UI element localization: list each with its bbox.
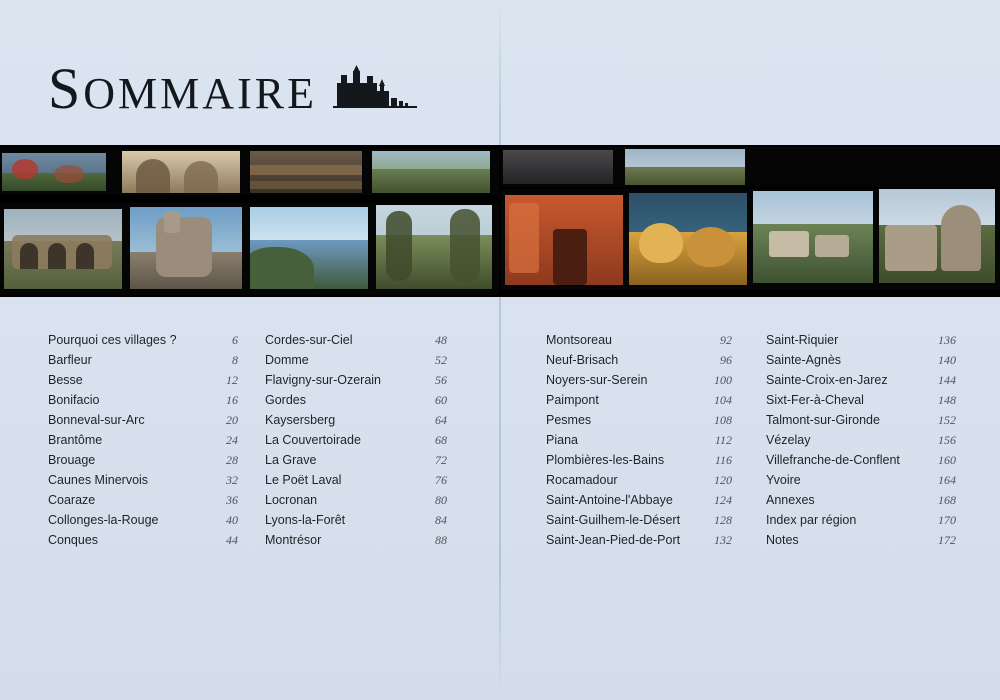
- toc-entry-page: 104: [714, 393, 732, 407]
- toc-entry-label: Flavigny-sur-Ozerain: [265, 373, 382, 387]
- toc-entry-page: 72: [435, 453, 447, 467]
- toc-entry-label: Talmont-sur-Gironde: [766, 413, 880, 427]
- toc-entry[interactable]: [48, 450, 238, 470]
- toc-entry-label: Gordes: [265, 393, 306, 407]
- photo-strip-right: [501, 145, 1000, 297]
- toc-entry-label: Saint-Riquier: [766, 333, 839, 347]
- toc-entry-label: La Couvertoirade: [265, 433, 361, 447]
- toc-entry[interactable]: [766, 330, 956, 350]
- toc-entry-label: Bonifacio: [48, 393, 100, 407]
- toc-entry-page: 84: [435, 513, 447, 527]
- toc-entry-page: 172: [938, 533, 956, 547]
- toc-entry[interactable]: [48, 370, 238, 390]
- toc-entry[interactable]: [766, 390, 956, 410]
- toc-entry-page: 132: [714, 533, 732, 547]
- toc-entry-label: Yvoire: [766, 473, 801, 487]
- toc-entry[interactable]: [265, 490, 447, 510]
- toc-entry-label: Neuf-Brisach: [546, 353, 619, 367]
- photo-timber-facade: [250, 151, 362, 193]
- toc-entry-label: Bonneval-sur-Arc: [48, 413, 145, 427]
- toc-entry-page: 92: [720, 333, 732, 347]
- toc-entry-page: 170: [938, 513, 956, 527]
- photo-stone-arcade: [122, 151, 240, 193]
- photo-coastal-cliff-sea: [250, 207, 368, 289]
- toc-entry-page: 52: [435, 353, 447, 367]
- toc-entry-page: 6: [232, 333, 238, 347]
- toc-entry-label: Piana: [546, 433, 578, 447]
- photo-dark-alley: [503, 150, 613, 184]
- toc-entry-page: 64: [435, 413, 447, 427]
- toc-entry[interactable]: [546, 510, 732, 530]
- toc-entry-page: 96: [720, 353, 732, 367]
- toc-entry[interactable]: [546, 450, 732, 470]
- toc-entry[interactable]: [48, 530, 238, 550]
- toc-entry-page: 44: [226, 533, 238, 547]
- toc-entry-page: 140: [938, 353, 956, 367]
- toc-entry[interactable]: [766, 350, 956, 370]
- toc-entry[interactable]: [48, 330, 238, 350]
- photo-stone-tower-house: [879, 189, 995, 283]
- toc-entry[interactable]: [48, 410, 238, 430]
- toc-entry-label: Vézelay: [766, 433, 811, 447]
- toc-entry-label: Domme: [265, 353, 309, 367]
- toc-entry-page: 124: [714, 493, 732, 507]
- toc-entry[interactable]: [766, 470, 956, 490]
- toc-entry[interactable]: [546, 330, 732, 350]
- toc-entry-page: 156: [938, 433, 956, 447]
- photo-country-lane-trees: [376, 205, 492, 289]
- photo-cloister-arcades: [4, 209, 122, 289]
- toc-entry-label: Saint-Antoine-l'Abbaye: [546, 493, 673, 507]
- toc-entry-label: Coaraze: [48, 493, 96, 507]
- toc-entry[interactable]: [766, 530, 956, 550]
- toc-entry-label: Barfleur: [48, 353, 92, 367]
- toc-entry-label: Pesmes: [546, 413, 592, 427]
- toc-entry-page: 16: [226, 393, 238, 407]
- toc-entry-label: Sixt-Fer-à-Cheval: [766, 393, 864, 407]
- toc-column-3: [546, 330, 732, 550]
- toc-entry[interactable]: [265, 470, 447, 490]
- toc-entry[interactable]: [546, 390, 732, 410]
- toc-entry-label: Lyons-la-Forêt: [265, 513, 346, 527]
- toc-entry-label: Annexes: [766, 493, 815, 507]
- toc-entry[interactable]: [265, 450, 447, 470]
- toc-entry[interactable]: [546, 410, 732, 430]
- toc-column-1: [48, 330, 238, 550]
- toc-entry[interactable]: [265, 350, 447, 370]
- toc-entry-page: 28: [226, 453, 238, 467]
- photo-flowers-wall: [2, 153, 106, 191]
- toc-entry-page: 36: [226, 493, 238, 507]
- toc-entry-label: Le Poët Laval: [265, 473, 342, 487]
- photo-castle-ruin-rock: [130, 207, 242, 289]
- toc-entry[interactable]: [265, 510, 447, 530]
- toc-entry-label: Index par région: [766, 513, 857, 527]
- toc-entry-page: 20: [226, 413, 238, 427]
- toc-entry[interactable]: [265, 330, 447, 350]
- photo-green-hill-path: [372, 151, 490, 193]
- toc-entry[interactable]: [766, 430, 956, 450]
- toc-entry[interactable]: [546, 350, 732, 370]
- toc-entry-page: 32: [226, 473, 238, 487]
- toc-entry[interactable]: [766, 510, 956, 530]
- page-title-rest: OMMAIRE: [83, 69, 317, 118]
- toc-entry[interactable]: [265, 410, 447, 430]
- photo-golden-rocks-lake: [629, 193, 747, 285]
- toc-entry-label: Brouage: [48, 453, 96, 467]
- toc-entry-label: Sainte-Croix-en-Jarez: [766, 373, 888, 387]
- toc-entry[interactable]: [546, 370, 732, 390]
- photo-strip-band: [0, 145, 1000, 297]
- toc-entry[interactable]: [766, 370, 956, 390]
- toc-entry[interactable]: [546, 430, 732, 450]
- toc-entry-page: 164: [938, 473, 956, 487]
- toc-entry-page: 68: [435, 433, 447, 447]
- toc-entry[interactable]: [265, 370, 447, 390]
- toc-entry-page: 148: [938, 393, 956, 407]
- toc-entry-label: Caunes Minervois: [48, 473, 149, 487]
- toc-entry-label: Pourquoi ces villages ?: [48, 333, 177, 347]
- toc-entry-page: 136: [938, 333, 956, 347]
- toc-entry[interactable]: [766, 410, 956, 430]
- toc-entry-page: 100: [714, 373, 732, 387]
- page-title-initial: S: [48, 56, 84, 121]
- toc-column-2: [265, 330, 447, 550]
- toc-entry-page: 168: [938, 493, 956, 507]
- toc-entry-label: Collonges-la-Rouge: [48, 513, 159, 527]
- toc-entry[interactable]: [546, 490, 732, 510]
- toc-entry-label: Plombières-les-Bains: [546, 453, 665, 467]
- toc-entry-label: Brantôme: [48, 433, 103, 447]
- page-title-text: [48, 56, 317, 121]
- toc-entry[interactable]: [48, 470, 238, 490]
- toc-entry-page: 60: [435, 393, 447, 407]
- toc-entry-page: 12: [226, 373, 238, 387]
- toc-entry-page: 40: [226, 513, 238, 527]
- toc-entry-label: Noyers-sur-Serein: [546, 373, 648, 387]
- photo-strip-left: [0, 145, 499, 297]
- toc-entry-label: Villefranche-de-Conflent: [766, 453, 900, 467]
- toc-entry-label: Montrésor: [265, 533, 322, 547]
- toc-entry-page: 88: [435, 533, 447, 547]
- toc-entry[interactable]: [546, 470, 732, 490]
- photo-red-ochre-street: [505, 195, 623, 285]
- toc-entry[interactable]: [265, 430, 447, 450]
- photo-riverside-village: [753, 191, 873, 283]
- toc-entry[interactable]: [48, 510, 238, 530]
- page-gutter: [499, 0, 501, 700]
- toc-entry-page: 128: [714, 513, 732, 527]
- toc-entry-page: 80: [435, 493, 447, 507]
- toc-entry[interactable]: [48, 390, 238, 410]
- toc-entry[interactable]: [48, 490, 238, 510]
- toc-entry-page: 24: [226, 433, 238, 447]
- toc-entry-label: Conques: [48, 533, 99, 547]
- toc-entry-label: Cordes-sur-Ciel: [265, 333, 353, 347]
- toc-entry-page: 56: [435, 373, 447, 387]
- toc-entry-page: 144: [938, 373, 956, 387]
- toc-entry-page: 152: [938, 413, 956, 427]
- village-skyline-icon: [331, 65, 421, 116]
- toc-entry-label: La Grave: [265, 453, 317, 467]
- toc-entry-label: Saint-Jean-Pied-de-Port: [546, 533, 681, 547]
- toc-entry-label: Notes: [766, 533, 799, 547]
- toc-entry[interactable]: [48, 350, 238, 370]
- toc-entry-page: 8: [232, 353, 238, 367]
- toc-entry-page: 160: [938, 453, 956, 467]
- toc-entry-label: Rocamadour: [546, 473, 618, 487]
- toc-column-4: [766, 330, 956, 550]
- toc-entry[interactable]: [546, 530, 732, 550]
- toc-entry-label: Besse: [48, 373, 83, 387]
- toc-entry-page: 116: [714, 453, 732, 467]
- toc-entry-label: Sainte-Agnès: [766, 353, 842, 367]
- toc-entry-page: 120: [714, 473, 732, 487]
- toc-entry-page: 76: [435, 473, 447, 487]
- toc-entry-page: 112: [714, 433, 732, 447]
- toc-entry[interactable]: [766, 450, 956, 470]
- toc-entry-page: 48: [435, 333, 447, 347]
- toc-entry[interactable]: [766, 490, 956, 510]
- toc-entry-label: Locronan: [265, 493, 318, 507]
- toc-entry-page: 108: [714, 413, 732, 427]
- page-title: [48, 56, 421, 121]
- toc-entry-label: Saint-Guilhem-le-Désert: [546, 513, 681, 527]
- toc-entry[interactable]: [265, 530, 447, 550]
- toc-entry-label: Montsoreau: [546, 333, 613, 347]
- toc-entry[interactable]: [265, 390, 447, 410]
- toc-entry-label: Kaysersberg: [265, 413, 336, 427]
- toc-entry[interactable]: [48, 430, 238, 450]
- photo-hilltop-chapel: [625, 149, 745, 185]
- toc-entry-label: Paimpont: [546, 393, 599, 407]
